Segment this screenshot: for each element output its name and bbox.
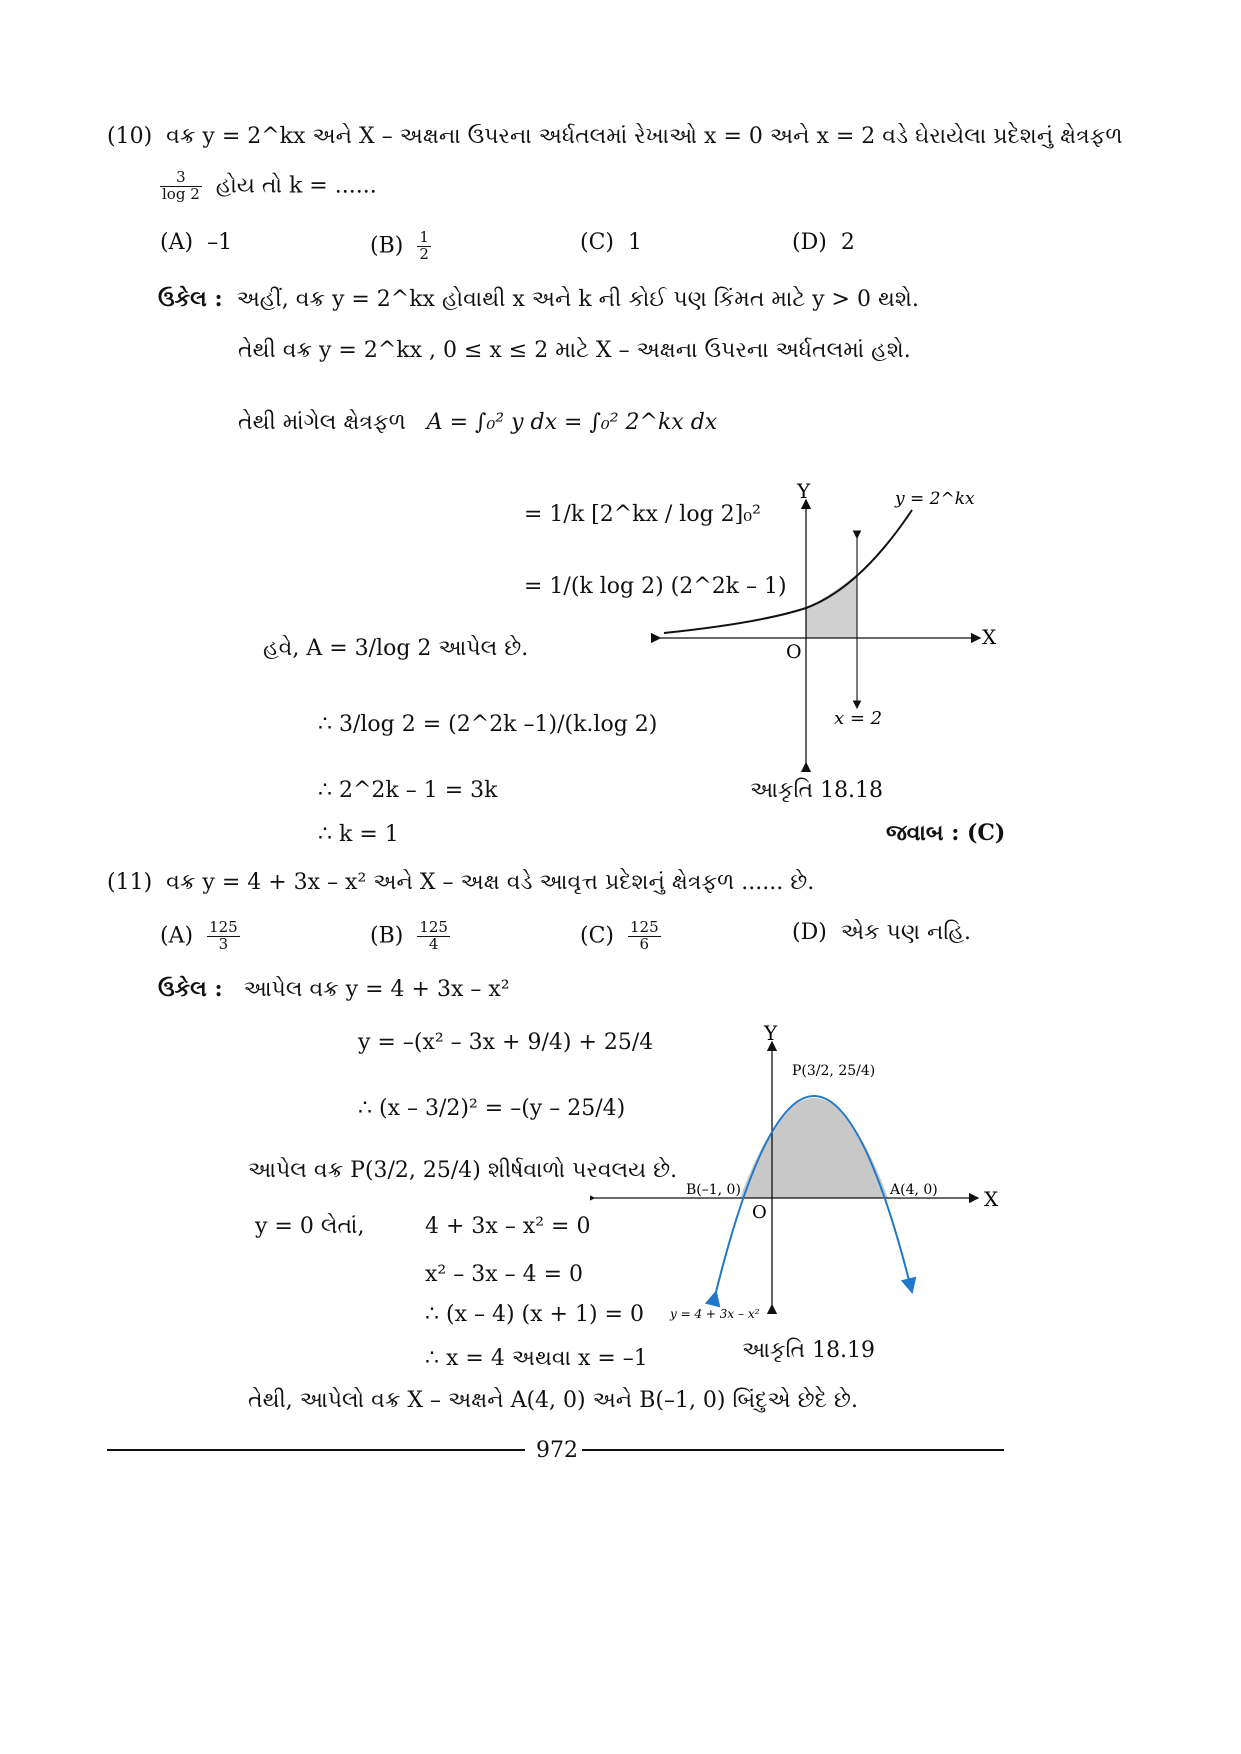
q10-option-b: (B) $\frac{1}{2}$: [370, 228, 429, 263]
q11-option-c: (C) $\frac{125}{6}$: [580, 918, 659, 953]
q11-y0: y = 0 લેતાં,: [255, 1214, 365, 1239]
q11-eq2: ∴ (x – 3/2)² = –(y – 25/4): [358, 1096, 626, 1121]
point-a-label: A(4, 0): [890, 1182, 938, 1198]
curve-label: y = 4 + 3x – x²: [670, 1307, 760, 1321]
q10-solution-line3: તેથી માંગેલ ક્ષેત્રફળ A = ∫₀² y dx = ∫₀² 2^kx dx: [238, 410, 718, 435]
q10-solution-line2: તેથી વક્ર y = 2^kx , 0 ≤ x ≤ 2 માટે X – અક્ષના ઉપરના અર્ધતલમાં હશે.: [238, 338, 911, 363]
q11-eq6: ∴ x = 4 અથવા x = –1: [425, 1346, 648, 1371]
curve-label: y = 2^kx: [895, 489, 975, 509]
origin-label: O: [752, 1202, 767, 1223]
figure-18-19-caption: આકૃતિ 18.19: [742, 1338, 876, 1363]
q10-option-d: (D) 2: [792, 230, 855, 255]
vertex-label: P(3/2, 25/4): [792, 1063, 876, 1079]
q10-option-c: (C) 1: [580, 230, 642, 255]
y-axis-label: Y: [764, 1021, 778, 1045]
footer-rule-left: [107, 1449, 525, 1451]
q10-therefore1: ∴ 3/log 2 = (2^2k –1)/(k.log 2): [318, 712, 658, 737]
q10-therefore2: ∴ 2^2k – 1 = 3k: [318, 778, 498, 803]
x-axis-label: X: [984, 1187, 999, 1211]
q11-conclusion: તેથી, આપેલો વક્ર X – અક્ષને A(4, 0) અને B(–1, 0) બિંદુએ છેદે છે.: [248, 1388, 858, 1413]
q10-solution-line1: ઉકેલ : અહીં, વક્ર y = 2^kx હોવાથી x અને k ની કોઈ પણ કિંમત માટે y > 0 થશે.: [158, 286, 919, 312]
question-11-stem: (11) વક્ર y = 4 + 3x – x² અને X – અક્ષ વડે આવૃત્ત પ્રદેશનું ક્ષેત્રફળ ...... છે.: [107, 870, 815, 895]
q11-eq1: y = –(x² – 3x + 9/4) + 25/4: [358, 1030, 654, 1055]
figure-18-19: [590, 1020, 1020, 1330]
q11-eq5: ∴ (x – 4) (x + 1) = 0: [425, 1302, 644, 1327]
q10-step2: = 1/(k log 2) (2^2k – 1): [524, 574, 787, 599]
q11-vertex-line: આપેલ વક્ર P(3/2, 25/4) શીર્ષવાળો પરવલય છે.: [248, 1158, 678, 1183]
q10-answer: જવાબ : (C): [886, 820, 1006, 846]
line-label: x = 2: [834, 708, 883, 729]
q11-solution-line1: ઉકેલ : આપેલ વક્ર y = 4 + 3x – x²: [158, 976, 510, 1002]
q11-eq4: x² – 3x – 4 = 0: [425, 1262, 584, 1287]
q10-step1: = 1/k [2^kx / log 2]₀²: [524, 502, 761, 527]
x-axis-label: X: [982, 625, 997, 649]
y-axis-label: Y: [797, 479, 811, 503]
q10-now: હવે, A = 3/log 2 આપેલ છે.: [263, 636, 529, 661]
q10-therefore3: ∴ k = 1: [318, 822, 399, 847]
q10-option-a: (A) –1: [160, 230, 233, 255]
point-b-label: B(–1, 0): [686, 1182, 741, 1198]
q11-option-a: (A) $\frac{125}{3}$: [160, 918, 238, 953]
question-10-stem: (10) વક્ર y = 2^kx અને X – અક્ષના ઉપરના અર્ધતલમાં રેખાઓ x = 0 અને x = 2 વડે ઘેરાયેલા પ્રદેશનું ક્ષેત્રફળ: [107, 124, 1123, 149]
exp-curve: [664, 510, 912, 633]
footer-rule-right: [582, 1449, 1004, 1451]
figure-18-18-caption: આકૃતિ 18.18: [750, 778, 884, 803]
origin-label: O: [786, 641, 802, 663]
q11-eq3: 4 + 3x – x² = 0: [425, 1214, 591, 1239]
shaded-region: [740, 1098, 888, 1198]
page-number: 972: [536, 1438, 578, 1463]
question-10-stem-line2: $\frac{3}{\log 2}$ હોય તો k = ......: [162, 168, 377, 203]
figure-18-18: [650, 478, 1010, 773]
q11-option-d: (D) એક પણ નહિ.: [792, 920, 972, 945]
q11-option-b: (B) $\frac{125}{4}$: [370, 918, 448, 953]
